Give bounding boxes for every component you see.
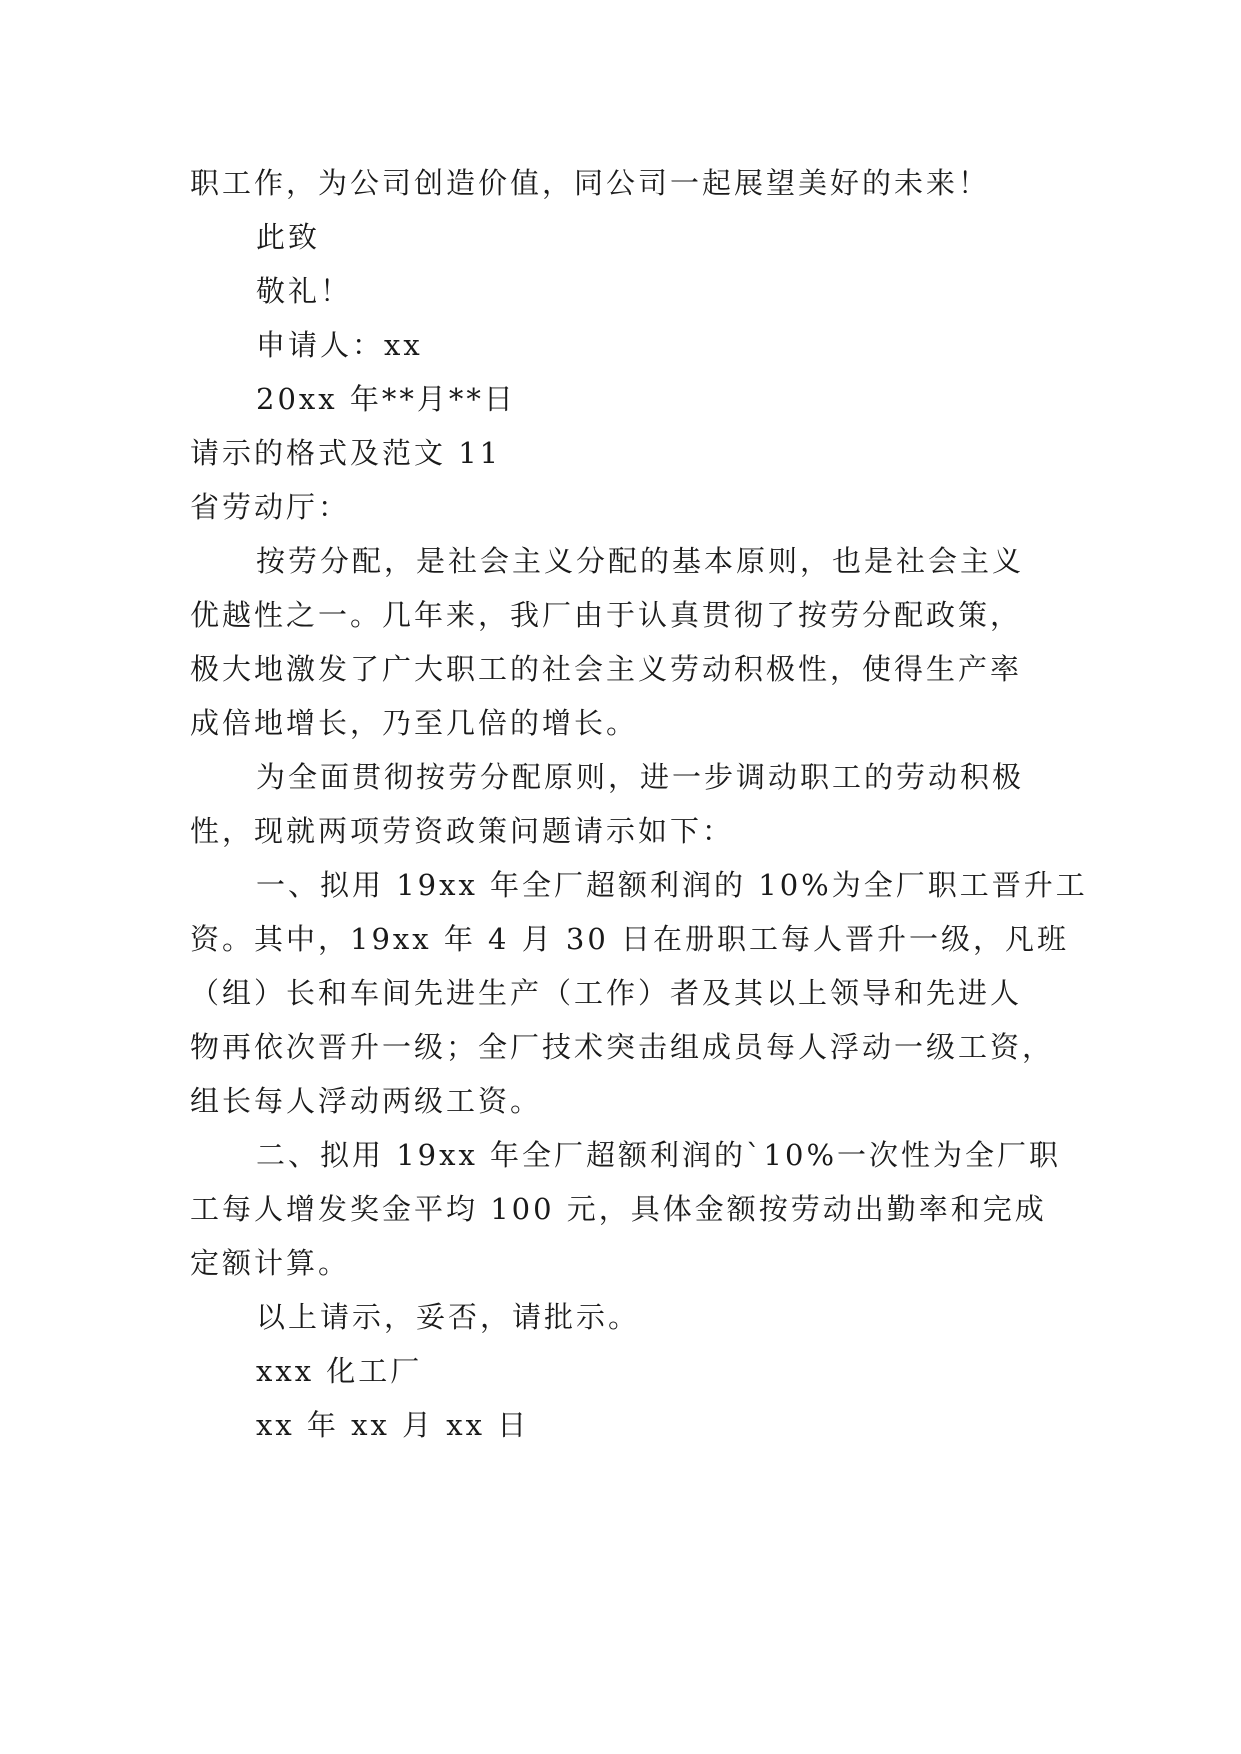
text-line-18: 组长每人浮动两级工资。 — [190, 1084, 543, 1118]
text-line-1: 职工作，为公司创造价值，同公司一起展望美好的未来！ — [190, 166, 991, 200]
text-line-12: 为全面贯彻按劳分配原则，进一步调动职工的劳动积极 — [256, 760, 1025, 794]
text-line-15: 资。其中，19xx 年 4 月 30 日在册职工每人晋升一级，凡班 — [190, 922, 1070, 956]
text-line-17: 物再依次晋升一级；全厂技术突击组成员每人浮动一级工资， — [190, 1030, 1055, 1064]
text-line-2: 此致 — [256, 220, 321, 254]
text-line-22: 以上请示，妥否，请批示。 — [256, 1300, 641, 1334]
text-line-20: 工每人增发奖金平均 100 元，具体金额按劳动出勤率和完成 — [190, 1192, 1047, 1226]
text-line-19: 二、拟用 19xx 年全厂超额利润的`10%一次性为全厂职 — [256, 1138, 1062, 1172]
signature-date: xx 年 xx 月 xx 日 — [256, 1408, 530, 1442]
text-line-3: 敬礼！ — [256, 274, 353, 308]
text-line-11: 成倍地增长，乃至几倍的增长。 — [190, 706, 639, 740]
text-line-10: 极大地激发了广大职工的社会主义劳动积极性，使得生产率 — [190, 652, 1023, 686]
section-heading: 请示的格式及范文 11 — [190, 436, 502, 470]
text-line-16: （组）长和车间先进生产（工作）者及其以上领导和先进人 — [190, 976, 1023, 1010]
recipient-line: 省劳动厅： — [190, 490, 351, 524]
text-line-21: 定额计算。 — [190, 1246, 351, 1280]
text-line-13: 性，现就两项劳资政策问题请示如下： — [190, 814, 735, 848]
text-line-9: 优越性之一。几年来，我厂由于认真贯彻了按劳分配政策， — [190, 598, 1023, 632]
text-line-4: 申请人：xx — [256, 328, 423, 362]
signature-org: xxx 化工厂 — [256, 1354, 423, 1388]
text-line-5: 20xx 年**月**日 — [256, 382, 516, 416]
text-line-14: 一、拟用 19xx 年全厂超额利润的 10%为全厂职工晋升工 — [256, 868, 1088, 902]
text-line-8: 按劳分配，是社会主义分配的基本原则，也是社会主义 — [256, 544, 1025, 578]
